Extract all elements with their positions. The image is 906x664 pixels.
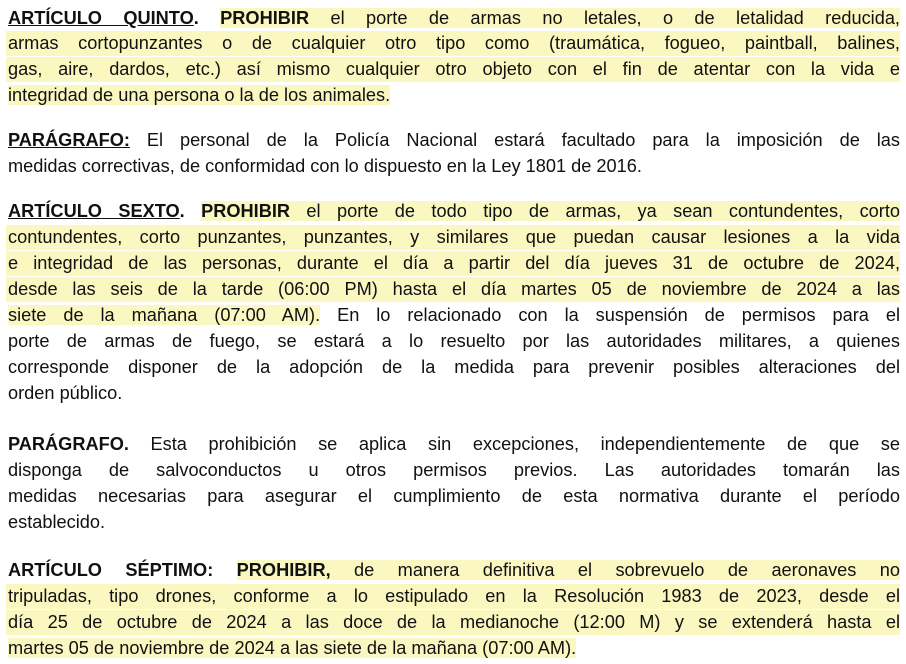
article-sexto-line-7: corresponde disponer de la adopción de la medida para prevenir posibles alteraciones del xyxy=(8,357,900,377)
article-sexto-line-6: porte de armas de fuego, se estará a lo resuelto por las autoridades militares, a quienes xyxy=(8,331,900,351)
paragrafo-1-line-2: medidas correctivas, de conformidad con lo dispuesto en la Ley 1801 de 2016. xyxy=(8,156,642,176)
paragrafo-2-line-2: disponga de salvoconductos u otros permisos previos. Las autoridades tomarán las xyxy=(8,460,900,480)
article-septimo-heading: ARTÍCULO SÉPTIMO: xyxy=(8,560,214,580)
paragrafo-2-line-3: medidas necesarias para asegurar el cumplimiento de esta normativa durante el período xyxy=(8,486,900,506)
article-septimo-verb: PROHIBIR, xyxy=(236,560,331,580)
article-quinto-line-2: armas cortopunzantes o de cualquier otro tipo como (traumática, fogueo, paintball, balines, xyxy=(6,31,900,56)
article-septimo-line-3: día 25 de octubre de 2024 a las doce de la medianoche (12:00 M) y se extenderá hasta el xyxy=(6,610,900,635)
article-sexto-line-2: contundentes, corto punzantes, punzantes, y similares que puedan causar lesiones a la vida xyxy=(6,225,900,250)
paragrafo-1-heading: PARÁGRAFO: xyxy=(8,130,130,150)
article-sexto-line-3: e integridad de las personas, durante el día a partir del día jueves 31 de octubre de 2024, xyxy=(6,251,900,276)
paragrafo-1-line-1: PARÁGRAFO: El personal de la Policía Nacional estará facultado para la imposición de las xyxy=(8,130,900,150)
article-sexto-line-8: orden público. xyxy=(8,383,123,403)
article-septimo-line-1: ARTÍCULO SÉPTIMO: PROHIBIR, de manera definitiva el sobrevuelo de aeronaves no xyxy=(8,560,900,580)
article-sexto-line-1: ARTÍCULO SEXTO. PROHIBIR el porte de todo tipo de armas, ya sean contundentes, corto xyxy=(8,201,900,221)
article-septimo-line-2: tripuladas, tipo drones, conforme a lo estipulado en la Resolución 1983 de 2023, desde el xyxy=(6,584,900,609)
article-quinto-line-4: integridad de una persona o la de los animales. xyxy=(8,85,391,105)
article-septimo-line-4: martes 05 de noviembre de 2024 a las siete de la mañana (07:00 AM). xyxy=(8,638,577,658)
article-sexto-verb: PROHIBIR xyxy=(201,201,291,221)
article-sexto-line-5: siete de la mañana (07:00 AM). En lo relacionado con la suspensión de permisos para el xyxy=(8,305,900,325)
article-sexto-line-4: desde las seis de la tarde (06:00 PM) hasta el día martes 05 de noviembre de 2024 a las xyxy=(6,277,900,302)
article-quinto-line-1: ARTÍCULO QUINTO. PROHIBIR el porte de armas no letales, o de letalidad reducida, xyxy=(8,8,900,28)
article-quinto-line-3: gas, aire, dardos, etc.) así mismo cualquier otro objeto con el fin de atentar con la vida e xyxy=(6,57,900,82)
paragrafo-2-line-4: establecido. xyxy=(8,512,106,532)
article-quinto-heading: ARTÍCULO QUINTO xyxy=(8,8,194,28)
paragrafo-2-heading: PARÁGRAFO. xyxy=(8,434,129,454)
article-sexto-heading: ARTÍCULO SEXTO xyxy=(8,201,180,221)
article-quinto-verb: PROHIBIR xyxy=(220,8,310,28)
paragrafo-2-line-1: PARÁGRAFO. Esta prohibición se aplica sin excepciones, independientemente de que se xyxy=(8,434,900,454)
